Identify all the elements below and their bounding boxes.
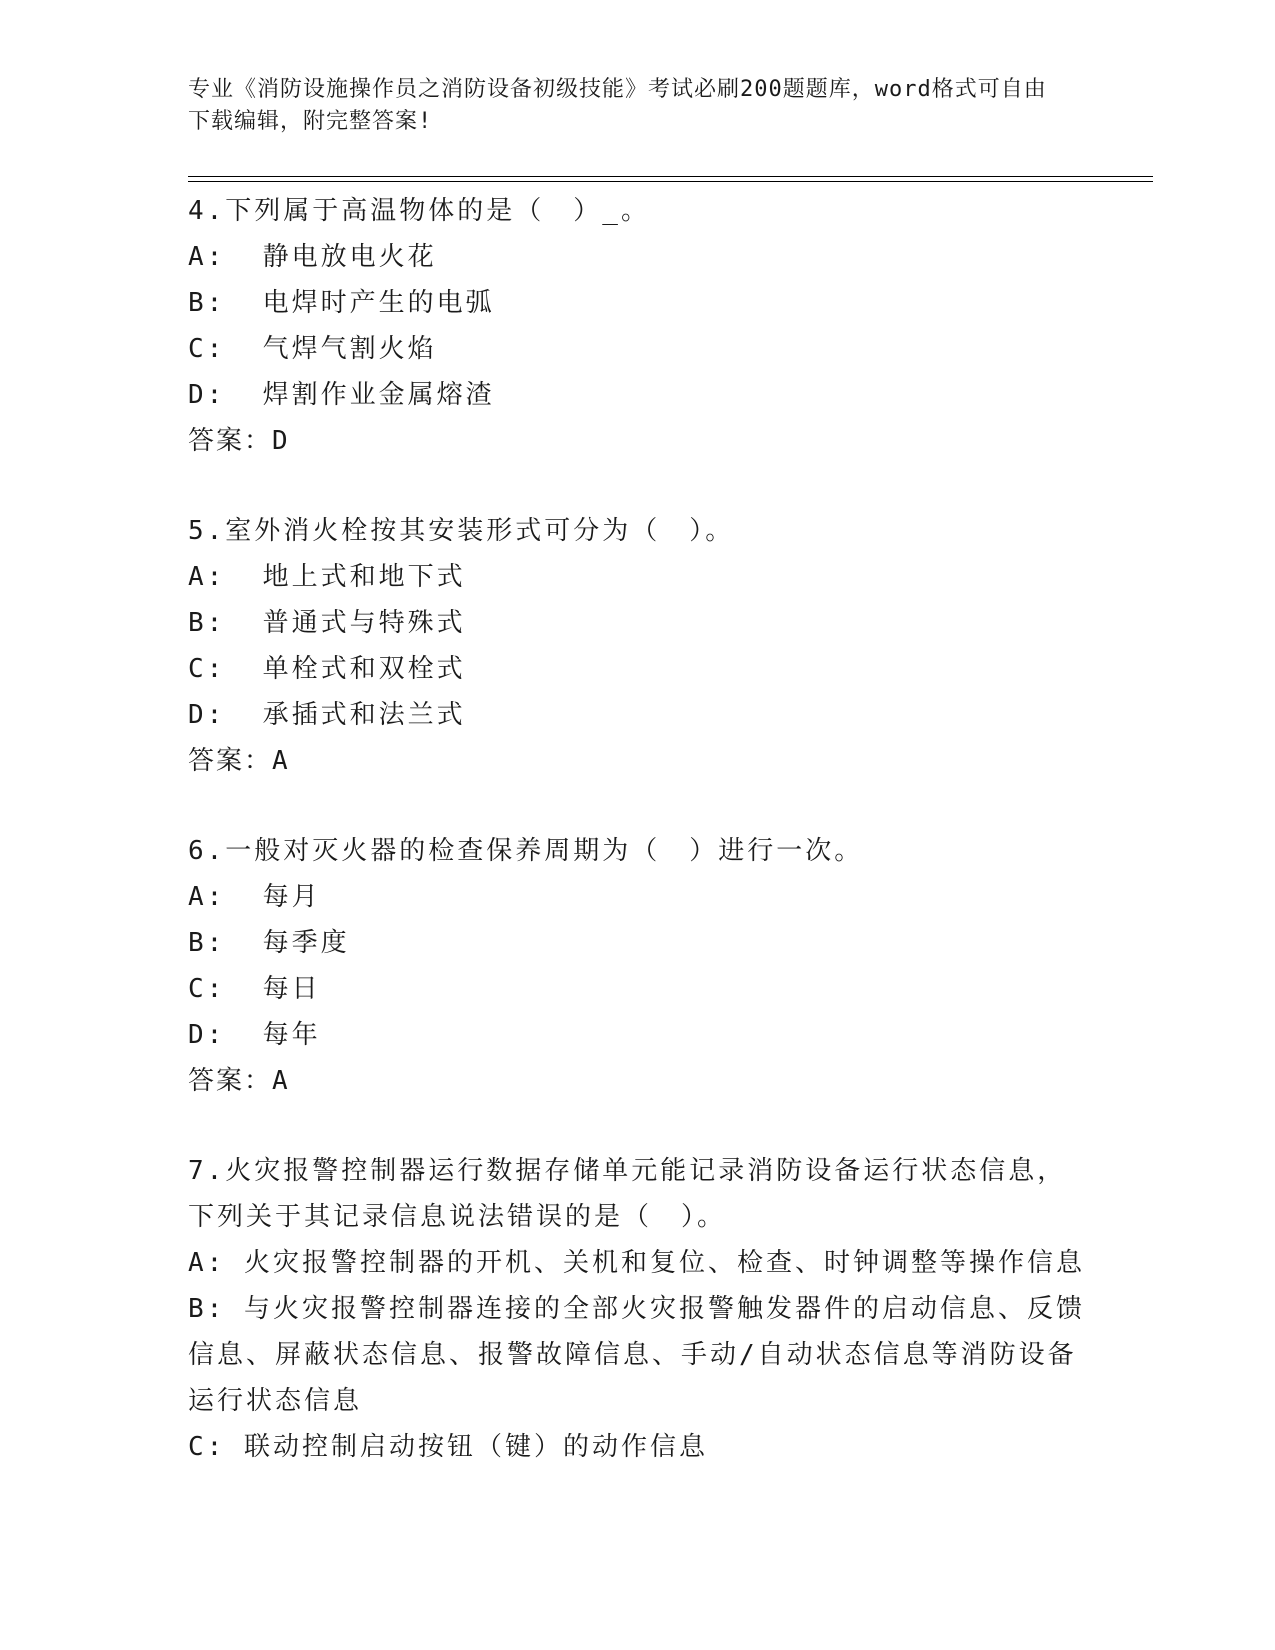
question-stem: 7.火灾报警控制器运行数据存储单元能记录消防设备运行状态信息，下列关于其记录信息说法错误的是（ ）。: [188, 1156, 1067, 1232]
option-b: B: 普通式与特殊式: [188, 608, 466, 638]
option-d: D: 承插式和法兰式: [188, 700, 466, 730]
option-b: B: 电焊时产生的电弧: [188, 288, 495, 318]
question-list: [188, 188, 1088, 1470]
option-b: B: 与火灾报警控制器连接的全部火灾报警触发器件的启动信息、反馈信息、屏蔽状态信息、报警故障信息、手动/自动状态信息等消防设备运行状态信息: [188, 1294, 1085, 1416]
option-a: A: 每月: [188, 882, 321, 912]
question-stem: 4.下列属于高温物体的是（ ）_。: [188, 196, 650, 226]
question-7: [188, 1148, 1088, 1470]
option-c: C: 每日: [188, 974, 321, 1004]
question-6: [188, 828, 1088, 1104]
header-divider-bottom: [188, 181, 1153, 182]
option-a: A: 静电放电火花: [188, 242, 437, 272]
option-d: D: 焊割作业金属熔渣: [188, 380, 495, 410]
header-divider-top: [188, 176, 1153, 177]
answer-label: 答案：A: [188, 1066, 290, 1096]
answer-label: 答案：A: [188, 746, 290, 776]
answer-label: 答案：D: [188, 426, 290, 456]
option-b: B: 每季度: [188, 928, 350, 958]
question-4: [188, 188, 1088, 464]
option-d: D: 每年: [188, 1020, 321, 1050]
option-a: A: 地上式和地下式: [188, 562, 466, 592]
question-stem: 6.一般对灭火器的检查保养周期为（ ）进行一次。: [188, 836, 864, 866]
document-header: 专业《消防设施操作员之消防设备初级技能》考试必刷200题题库，word格式可自由下载编辑，附完整答案!: [188, 77, 1047, 134]
question-stem: 5.室外消火栓按其安装形式可分为（ ）。: [188, 516, 735, 546]
question-5: [188, 508, 1088, 784]
option-a: A: 火灾报警控制器的开机、关机和复位、检查、时钟调整等操作信息: [188, 1248, 1085, 1278]
option-c: C: 单栓式和双栓式: [188, 654, 466, 684]
option-c: C: 气焊气割火焰: [188, 334, 437, 364]
option-c: C: 联动控制启动按钮（键）的动作信息: [188, 1432, 708, 1462]
